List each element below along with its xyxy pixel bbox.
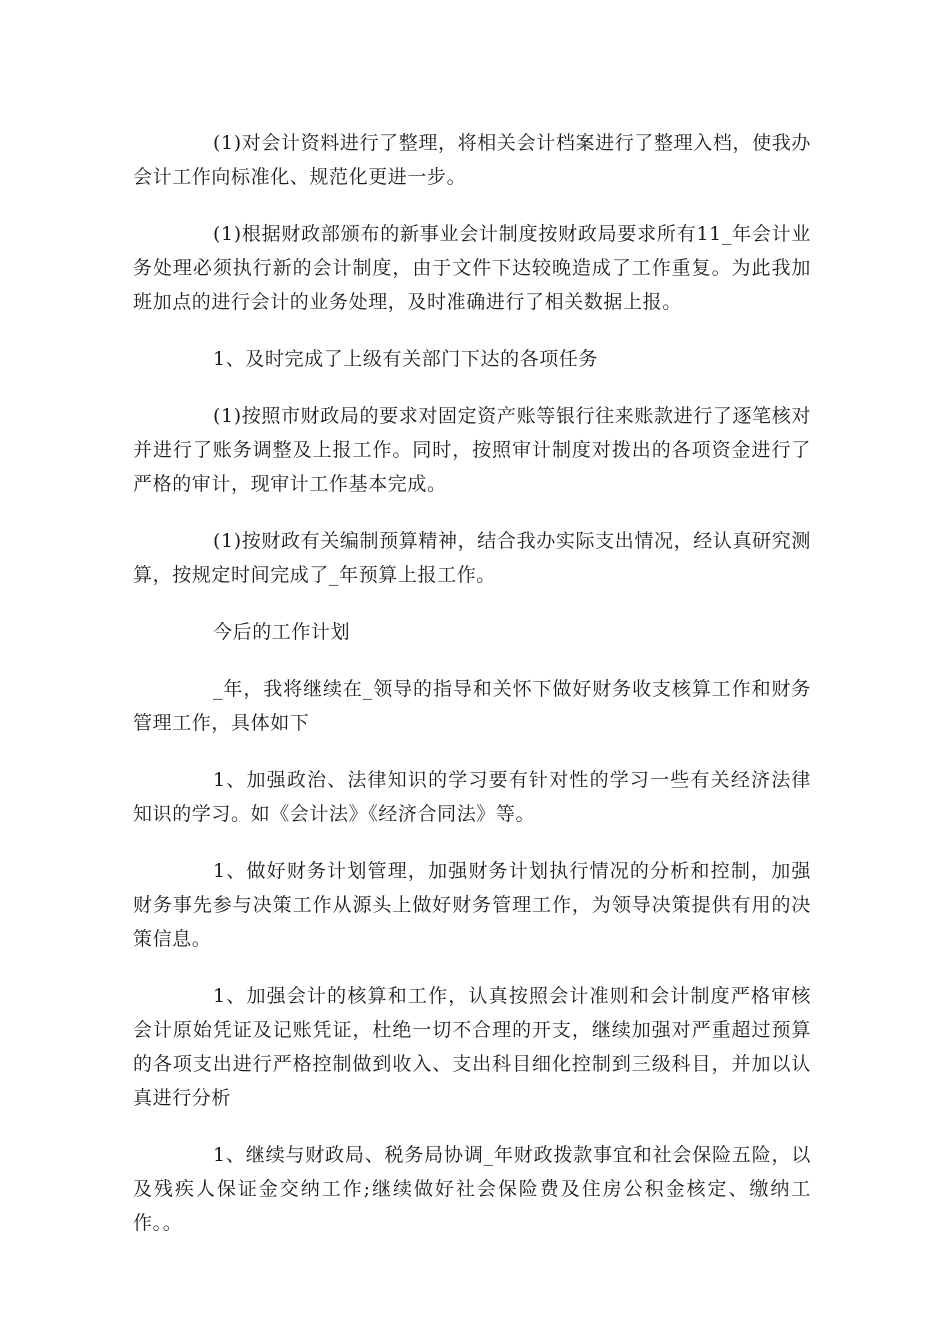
paragraph-new-accounting-system: (1)根据财政部颁布的新事业会计制度按财政局要求所有11_年会计业务处理必须执行新的会计制度，由于文件下达较晚造成了工作重复。为此我加班加点的进行会计的业务处理，及时准确进行了相关数据上报。 xyxy=(133,223,811,313)
paragraph-financial-planning: 1、做好财务计划管理，加强财务计划执行情况的分析和控制，加强财务事先参与决策工作从源头上做好财务管理工作，为领导决策提供有用的决策信息。 xyxy=(133,860,811,950)
section-heading-future-plan: 今后的工作计划 xyxy=(213,621,351,643)
paragraph-archive-organization: (1)对会计资料进行了整理，将相关会计档案进行了整理入档，使我办会计工作向标准化、规范化更进一步。 xyxy=(133,132,811,188)
paragraph-coordination-insurance: 1、继续与财政局、税务局协调_年财政拨款事宜和社会保险五险，以及残疾人保证金交纳工作;继续做好社会保险费及住房公积金核定、缴纳工作。。 xyxy=(133,1144,811,1234)
paragraph-tasks-completed: 1、及时完成了上级有关部门下达的各项任务 xyxy=(213,348,599,370)
paragraph-legal-study: 1、加强政治、法律知识的学习要有针对性的学习一些有关经济法律知识的学习。如《会计法》《经济合同法》等。 xyxy=(133,769,811,825)
document-body xyxy=(133,126,811,1263)
paragraph-accounting-control: 1、加强会计的核算和工作，认真按照会计准则和会计制度严格审核会计原始凭证及记账凭证，杜绝一切不合理的开支，继续加强对严重超过预算的各项支出进行严格控制做到收入、支出科目细化控制到三级科目，并加以认真进行分析 xyxy=(133,985,811,1109)
paragraph-asset-reconciliation: (1)按照市财政局的要求对固定资产账等银行往来账款进行了逐笔核对并进行了账务调整及上报工作。同时，按照审计制度对拨出的各项资金进行了严格的审计，现审计工作基本完成。 xyxy=(133,405,811,495)
paragraph-plan-intro: _年，我将继续在_领导的指导和关怀下做好财务收支核算工作和财务管理工作，具体如下 xyxy=(133,678,811,734)
paragraph-budget-report: (1)按财政有关编制预算精神，结合我办实际支出情况，经认真研究测算，按规定时间完成了_年预算上报工作。 xyxy=(133,530,811,586)
